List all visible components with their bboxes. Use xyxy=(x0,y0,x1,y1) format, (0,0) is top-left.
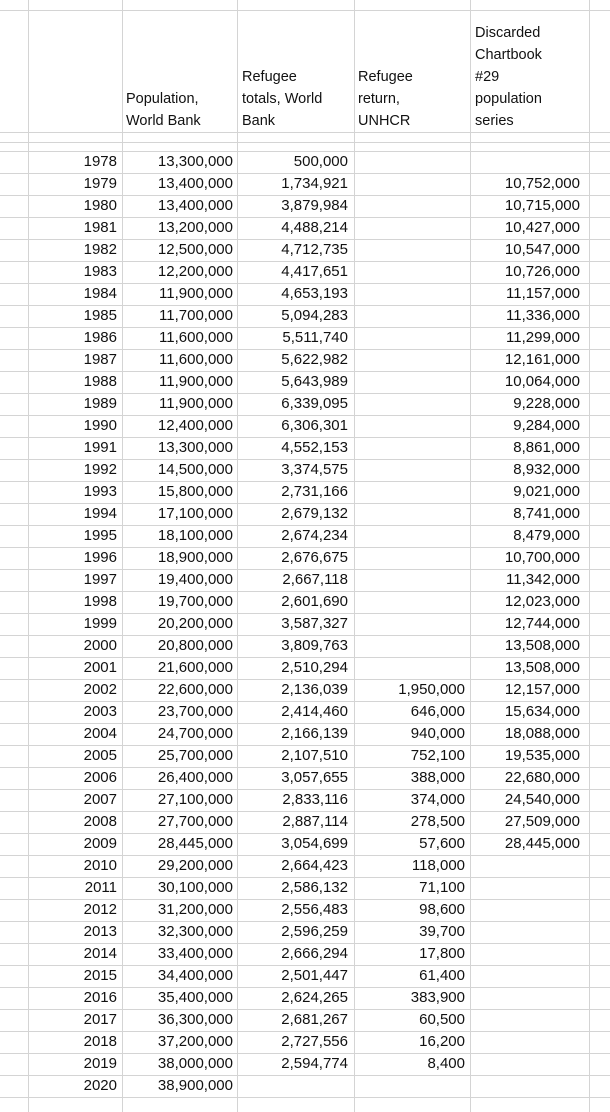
year-cell[interactable]: 2004 xyxy=(83,725,117,742)
year-cell[interactable]: 1980 xyxy=(83,197,117,214)
table-cell[interactable]: 2,556,483 xyxy=(281,901,348,918)
table-cell[interactable]: 6,306,301 xyxy=(281,417,348,434)
table-cell[interactable]: 13,300,000 xyxy=(157,153,233,170)
table-cell[interactable]: 61,400 xyxy=(419,967,465,984)
year-cell[interactable]: 2012 xyxy=(83,901,117,918)
table-cell[interactable]: 28,445,000 xyxy=(157,835,233,852)
year-cell[interactable]: 2005 xyxy=(83,747,117,764)
year-cell[interactable]: 1991 xyxy=(83,439,117,456)
table-cell[interactable]: 12,161,000 xyxy=(504,351,580,368)
table-cell[interactable]: 28,445,000 xyxy=(504,835,580,852)
table-cell[interactable]: 5,643,989 xyxy=(281,373,348,390)
column-gridline xyxy=(122,0,123,1112)
table-cell[interactable]: 98,600 xyxy=(419,901,465,918)
table-cell[interactable]: 15,634,000 xyxy=(504,703,580,720)
table-cell[interactable]: 3,054,699 xyxy=(281,835,348,852)
table-cell[interactable]: 22,680,000 xyxy=(504,769,580,786)
table-cell[interactable]: 10,547,000 xyxy=(504,241,580,258)
table-cell[interactable]: 2,594,774 xyxy=(281,1055,348,1072)
header-refugee-return[interactable]: Refugee return, UNHCR xyxy=(358,69,413,129)
table-cell[interactable]: 11,900,000 xyxy=(159,285,233,302)
table-cell[interactable]: 8,861,000 xyxy=(513,439,580,456)
table-cell[interactable]: 3,587,327 xyxy=(281,615,348,632)
table-cell[interactable]: 25,700,000 xyxy=(157,747,233,764)
table-cell[interactable]: 12,023,000 xyxy=(504,593,580,610)
table-cell[interactable]: 2,601,690 xyxy=(281,593,348,610)
table-cell[interactable]: 2,681,267 xyxy=(281,1011,348,1028)
table-cell[interactable]: 57,600 xyxy=(419,835,465,852)
table-cell[interactable]: 2,887,114 xyxy=(282,813,348,830)
year-cell[interactable]: 1988 xyxy=(83,373,117,390)
year-cell[interactable]: 1998 xyxy=(83,593,117,610)
year-cell[interactable]: 1986 xyxy=(83,329,117,346)
year-cell[interactable]: 1990 xyxy=(83,417,117,434)
table-cell[interactable]: 2,666,294 xyxy=(281,945,348,962)
table-cell[interactable]: 10,715,000 xyxy=(504,197,580,214)
year-cell[interactable]: 1989 xyxy=(83,395,117,412)
table-cell[interactable]: 19,400,000 xyxy=(157,571,233,588)
year-cell[interactable]: 1992 xyxy=(83,461,117,478)
table-cell[interactable]: 11,157,000 xyxy=(506,285,580,302)
table-cell[interactable]: 3,879,984 xyxy=(281,197,348,214)
table-cell[interactable]: 13,508,000 xyxy=(504,637,580,654)
year-cell[interactable]: 2011 xyxy=(84,879,117,896)
table-cell[interactable]: 5,094,283 xyxy=(281,307,348,324)
table-cell[interactable]: 2,107,510 xyxy=(281,747,348,764)
column-gridline xyxy=(237,0,238,1112)
table-cell[interactable]: 1,950,000 xyxy=(398,681,465,698)
table-cell[interactable]: 9,284,000 xyxy=(513,417,580,434)
table-cell[interactable]: 13,300,000 xyxy=(157,439,233,456)
year-cell[interactable]: 1999 xyxy=(83,615,117,632)
table-cell[interactable]: 17,100,000 xyxy=(157,505,233,522)
table-cell[interactable]: 4,712,735 xyxy=(281,241,348,258)
year-cell[interactable]: 2001 xyxy=(83,659,117,676)
table-cell[interactable]: 9,021,000 xyxy=(513,483,580,500)
table-cell[interactable]: 10,752,000 xyxy=(504,175,580,192)
year-cell[interactable]: 1982 xyxy=(83,241,117,258)
table-cell[interactable]: 12,500,000 xyxy=(157,241,233,258)
header-refugee-totals[interactable]: Refugee totals, World Bank xyxy=(242,69,323,129)
header-population[interactable]: Population, World Bank xyxy=(126,91,201,129)
table-cell[interactable]: 20,200,000 xyxy=(157,615,233,632)
table-cell[interactable]: 11,336,000 xyxy=(506,307,580,324)
table-cell[interactable]: 13,508,000 xyxy=(504,659,580,676)
year-cell[interactable]: 1993 xyxy=(83,483,117,500)
table-cell[interactable]: 383,900 xyxy=(410,989,465,1006)
table-cell[interactable]: 27,100,000 xyxy=(157,791,233,808)
table-cell[interactable]: 33,400,000 xyxy=(157,945,233,962)
year-cell[interactable]: 1981 xyxy=(83,219,117,236)
row-gridline xyxy=(0,142,610,143)
column-gridline xyxy=(470,0,471,1112)
table-cell[interactable]: 16,200 xyxy=(419,1033,465,1050)
table-cell[interactable]: 2,674,234 xyxy=(281,527,348,544)
table-cell[interactable]: 37,200,000 xyxy=(157,1033,233,1050)
year-cell[interactable]: 2014 xyxy=(83,945,117,962)
table-cell[interactable]: 374,000 xyxy=(410,791,465,808)
table-cell[interactable]: 20,800,000 xyxy=(157,637,233,654)
column-gridline xyxy=(28,0,29,1112)
table-cell[interactable]: 11,700,000 xyxy=(159,307,233,324)
column-gridline xyxy=(354,0,355,1112)
year-cell[interactable]: 2007 xyxy=(83,791,117,808)
year-cell[interactable]: 2016 xyxy=(83,989,117,1006)
table-cell[interactable]: 2,664,423 xyxy=(281,857,348,874)
table-cell[interactable]: 11,600,000 xyxy=(159,351,233,368)
table-cell[interactable]: 23,700,000 xyxy=(157,703,233,720)
table-cell[interactable]: 12,157,000 xyxy=(504,681,580,698)
table-cell[interactable]: 11,299,000 xyxy=(506,329,580,346)
year-cell[interactable]: 1996 xyxy=(83,549,117,566)
table-cell[interactable]: 8,400 xyxy=(427,1055,465,1072)
table-cell[interactable]: 18,088,000 xyxy=(504,725,580,742)
table-cell[interactable]: 2,510,294 xyxy=(281,659,348,676)
table-cell[interactable]: 2,727,556 xyxy=(281,1033,348,1050)
table-cell[interactable]: 1,734,921 xyxy=(281,175,348,192)
table-cell[interactable]: 3,374,575 xyxy=(281,461,348,478)
year-cell[interactable]: 1983 xyxy=(83,263,117,280)
year-cell[interactable]: 1985 xyxy=(83,307,117,324)
year-cell[interactable]: 2008 xyxy=(83,813,117,830)
year-cell[interactable]: 1987 xyxy=(83,351,117,368)
table-cell[interactable]: 3,809,763 xyxy=(281,637,348,654)
table-cell[interactable]: 10,726,000 xyxy=(504,263,580,280)
table-cell[interactable]: 2,586,132 xyxy=(281,879,348,896)
table-cell[interactable]: 13,400,000 xyxy=(157,175,233,192)
year-cell[interactable]: 2020 xyxy=(83,1077,117,1094)
table-cell[interactable]: 11,600,000 xyxy=(159,329,233,346)
table-cell[interactable]: 71,100 xyxy=(419,879,465,896)
row-gridline xyxy=(0,1097,610,1098)
table-cell[interactable]: 9,228,000 xyxy=(513,395,580,412)
table-cell[interactable]: 17,800 xyxy=(419,945,465,962)
year-cell[interactable]: 2010 xyxy=(83,857,117,874)
table-cell[interactable]: 11,900,000 xyxy=(159,395,233,412)
table-cell[interactable]: 12,200,000 xyxy=(157,263,233,280)
table-cell[interactable]: 10,700,000 xyxy=(504,549,580,566)
table-cell[interactable]: 31,200,000 xyxy=(157,901,233,918)
year-cell[interactable]: 2000 xyxy=(83,637,117,654)
table-cell[interactable]: 2,166,139 xyxy=(281,725,348,742)
row-gridline xyxy=(0,132,610,133)
table-cell[interactable]: 2,501,447 xyxy=(281,967,348,984)
year-cell[interactable]: 2003 xyxy=(83,703,117,720)
year-cell[interactable]: 2019 xyxy=(83,1055,117,1072)
table-cell[interactable]: 2,676,675 xyxy=(281,549,348,566)
table-cell[interactable]: 278,500 xyxy=(410,813,465,830)
table-cell[interactable]: 19,700,000 xyxy=(157,593,233,610)
table-cell[interactable]: 11,342,000 xyxy=(506,571,580,588)
table-cell[interactable]: 18,100,000 xyxy=(157,527,233,544)
year-cell[interactable]: 2018 xyxy=(83,1033,117,1050)
table-cell[interactable]: 38,900,000 xyxy=(157,1077,233,1094)
table-cell[interactable]: 24,540,000 xyxy=(504,791,580,808)
table-cell[interactable]: 29,200,000 xyxy=(157,857,233,874)
table-cell[interactable]: 2,667,118 xyxy=(282,571,348,588)
table-cell[interactable]: 5,511,740 xyxy=(282,329,348,346)
table-cell[interactable]: 2,136,039 xyxy=(281,681,348,698)
table-cell[interactable]: 2,624,265 xyxy=(281,989,348,1006)
table-cell[interactable]: 4,653,193 xyxy=(281,285,348,302)
header-discarded-series[interactable]: Discarded Chartbook #29 population series xyxy=(475,25,542,129)
year-cell[interactable]: 1994 xyxy=(83,505,117,522)
year-cell[interactable]: 2002 xyxy=(83,681,117,698)
table-cell[interactable]: 24,700,000 xyxy=(157,725,233,742)
table-cell[interactable]: 39,700 xyxy=(419,923,465,940)
year-cell[interactable]: 1997 xyxy=(83,571,117,588)
year-cell[interactable]: 2009 xyxy=(83,835,117,852)
table-cell[interactable]: 10,064,000 xyxy=(504,373,580,390)
table-cell[interactable]: 2,596,259 xyxy=(281,923,348,940)
table-cell[interactable]: 27,509,000 xyxy=(504,813,580,830)
row-gridline xyxy=(0,10,610,11)
table-cell[interactable]: 34,400,000 xyxy=(157,967,233,984)
table-cell[interactable]: 388,000 xyxy=(410,769,465,786)
table-cell[interactable]: 2,731,166 xyxy=(281,483,348,500)
year-cell[interactable]: 1979 xyxy=(83,175,117,192)
table-cell[interactable]: 752,100 xyxy=(410,747,465,764)
table-cell[interactable]: 32,300,000 xyxy=(157,923,233,940)
table-cell[interactable]: 8,932,000 xyxy=(513,461,580,478)
table-cell[interactable]: 940,000 xyxy=(410,725,465,742)
table-cell[interactable]: 5,622,982 xyxy=(281,351,348,368)
table-cell[interactable]: 35,400,000 xyxy=(157,989,233,1006)
table-cell[interactable]: 2,414,460 xyxy=(281,703,348,720)
table-cell[interactable]: 4,417,651 xyxy=(281,263,348,280)
table-cell[interactable]: 38,000,000 xyxy=(157,1055,233,1072)
year-cell[interactable]: 2013 xyxy=(83,923,117,940)
table-cell[interactable]: 3,057,655 xyxy=(281,769,348,786)
table-cell[interactable]: 11,900,000 xyxy=(159,373,233,390)
table-cell[interactable]: 8,741,000 xyxy=(513,505,580,522)
table-cell[interactable]: 26,400,000 xyxy=(157,769,233,786)
table-cell[interactable]: 13,200,000 xyxy=(157,219,233,236)
table-cell[interactable]: 10,427,000 xyxy=(504,219,580,236)
table-cell[interactable]: 36,300,000 xyxy=(157,1011,233,1028)
table-cell[interactable]: 500,000 xyxy=(293,153,348,170)
year-cell[interactable]: 2006 xyxy=(83,769,117,786)
table-cell[interactable]: 2,679,132 xyxy=(281,505,348,522)
table-cell[interactable]: 14,500,000 xyxy=(157,461,233,478)
table-cell[interactable]: 4,488,214 xyxy=(281,219,348,236)
table-cell[interactable]: 19,535,000 xyxy=(504,747,580,764)
table-cell[interactable]: 22,600,000 xyxy=(157,681,233,698)
table-cell[interactable]: 118,000 xyxy=(411,857,465,874)
year-cell[interactable]: 1984 xyxy=(83,285,117,302)
table-cell[interactable]: 12,400,000 xyxy=(157,417,233,434)
table-cell[interactable]: 18,900,000 xyxy=(157,549,233,566)
table-cell[interactable]: 27,700,000 xyxy=(157,813,233,830)
column-gridline xyxy=(589,0,590,1112)
table-cell[interactable]: 60,500 xyxy=(419,1011,465,1028)
table-cell[interactable]: 12,744,000 xyxy=(504,615,580,632)
year-cell[interactable]: 1978 xyxy=(83,153,117,170)
year-cell[interactable]: 1995 xyxy=(83,527,117,544)
table-cell[interactable]: 4,552,153 xyxy=(281,439,348,456)
table-cell[interactable]: 8,479,000 xyxy=(513,527,580,544)
year-cell[interactable]: 2017 xyxy=(83,1011,117,1028)
table-cell[interactable]: 646,000 xyxy=(410,703,465,720)
year-cell[interactable]: 2015 xyxy=(83,967,117,984)
table-cell[interactable]: 13,400,000 xyxy=(157,197,233,214)
table-cell[interactable]: 2,833,116 xyxy=(282,791,348,808)
table-cell[interactable]: 6,339,095 xyxy=(281,395,348,412)
table-cell[interactable]: 30,100,000 xyxy=(157,879,233,896)
table-cell[interactable]: 15,800,000 xyxy=(157,483,233,500)
table-cell[interactable]: 21,600,000 xyxy=(157,659,233,676)
